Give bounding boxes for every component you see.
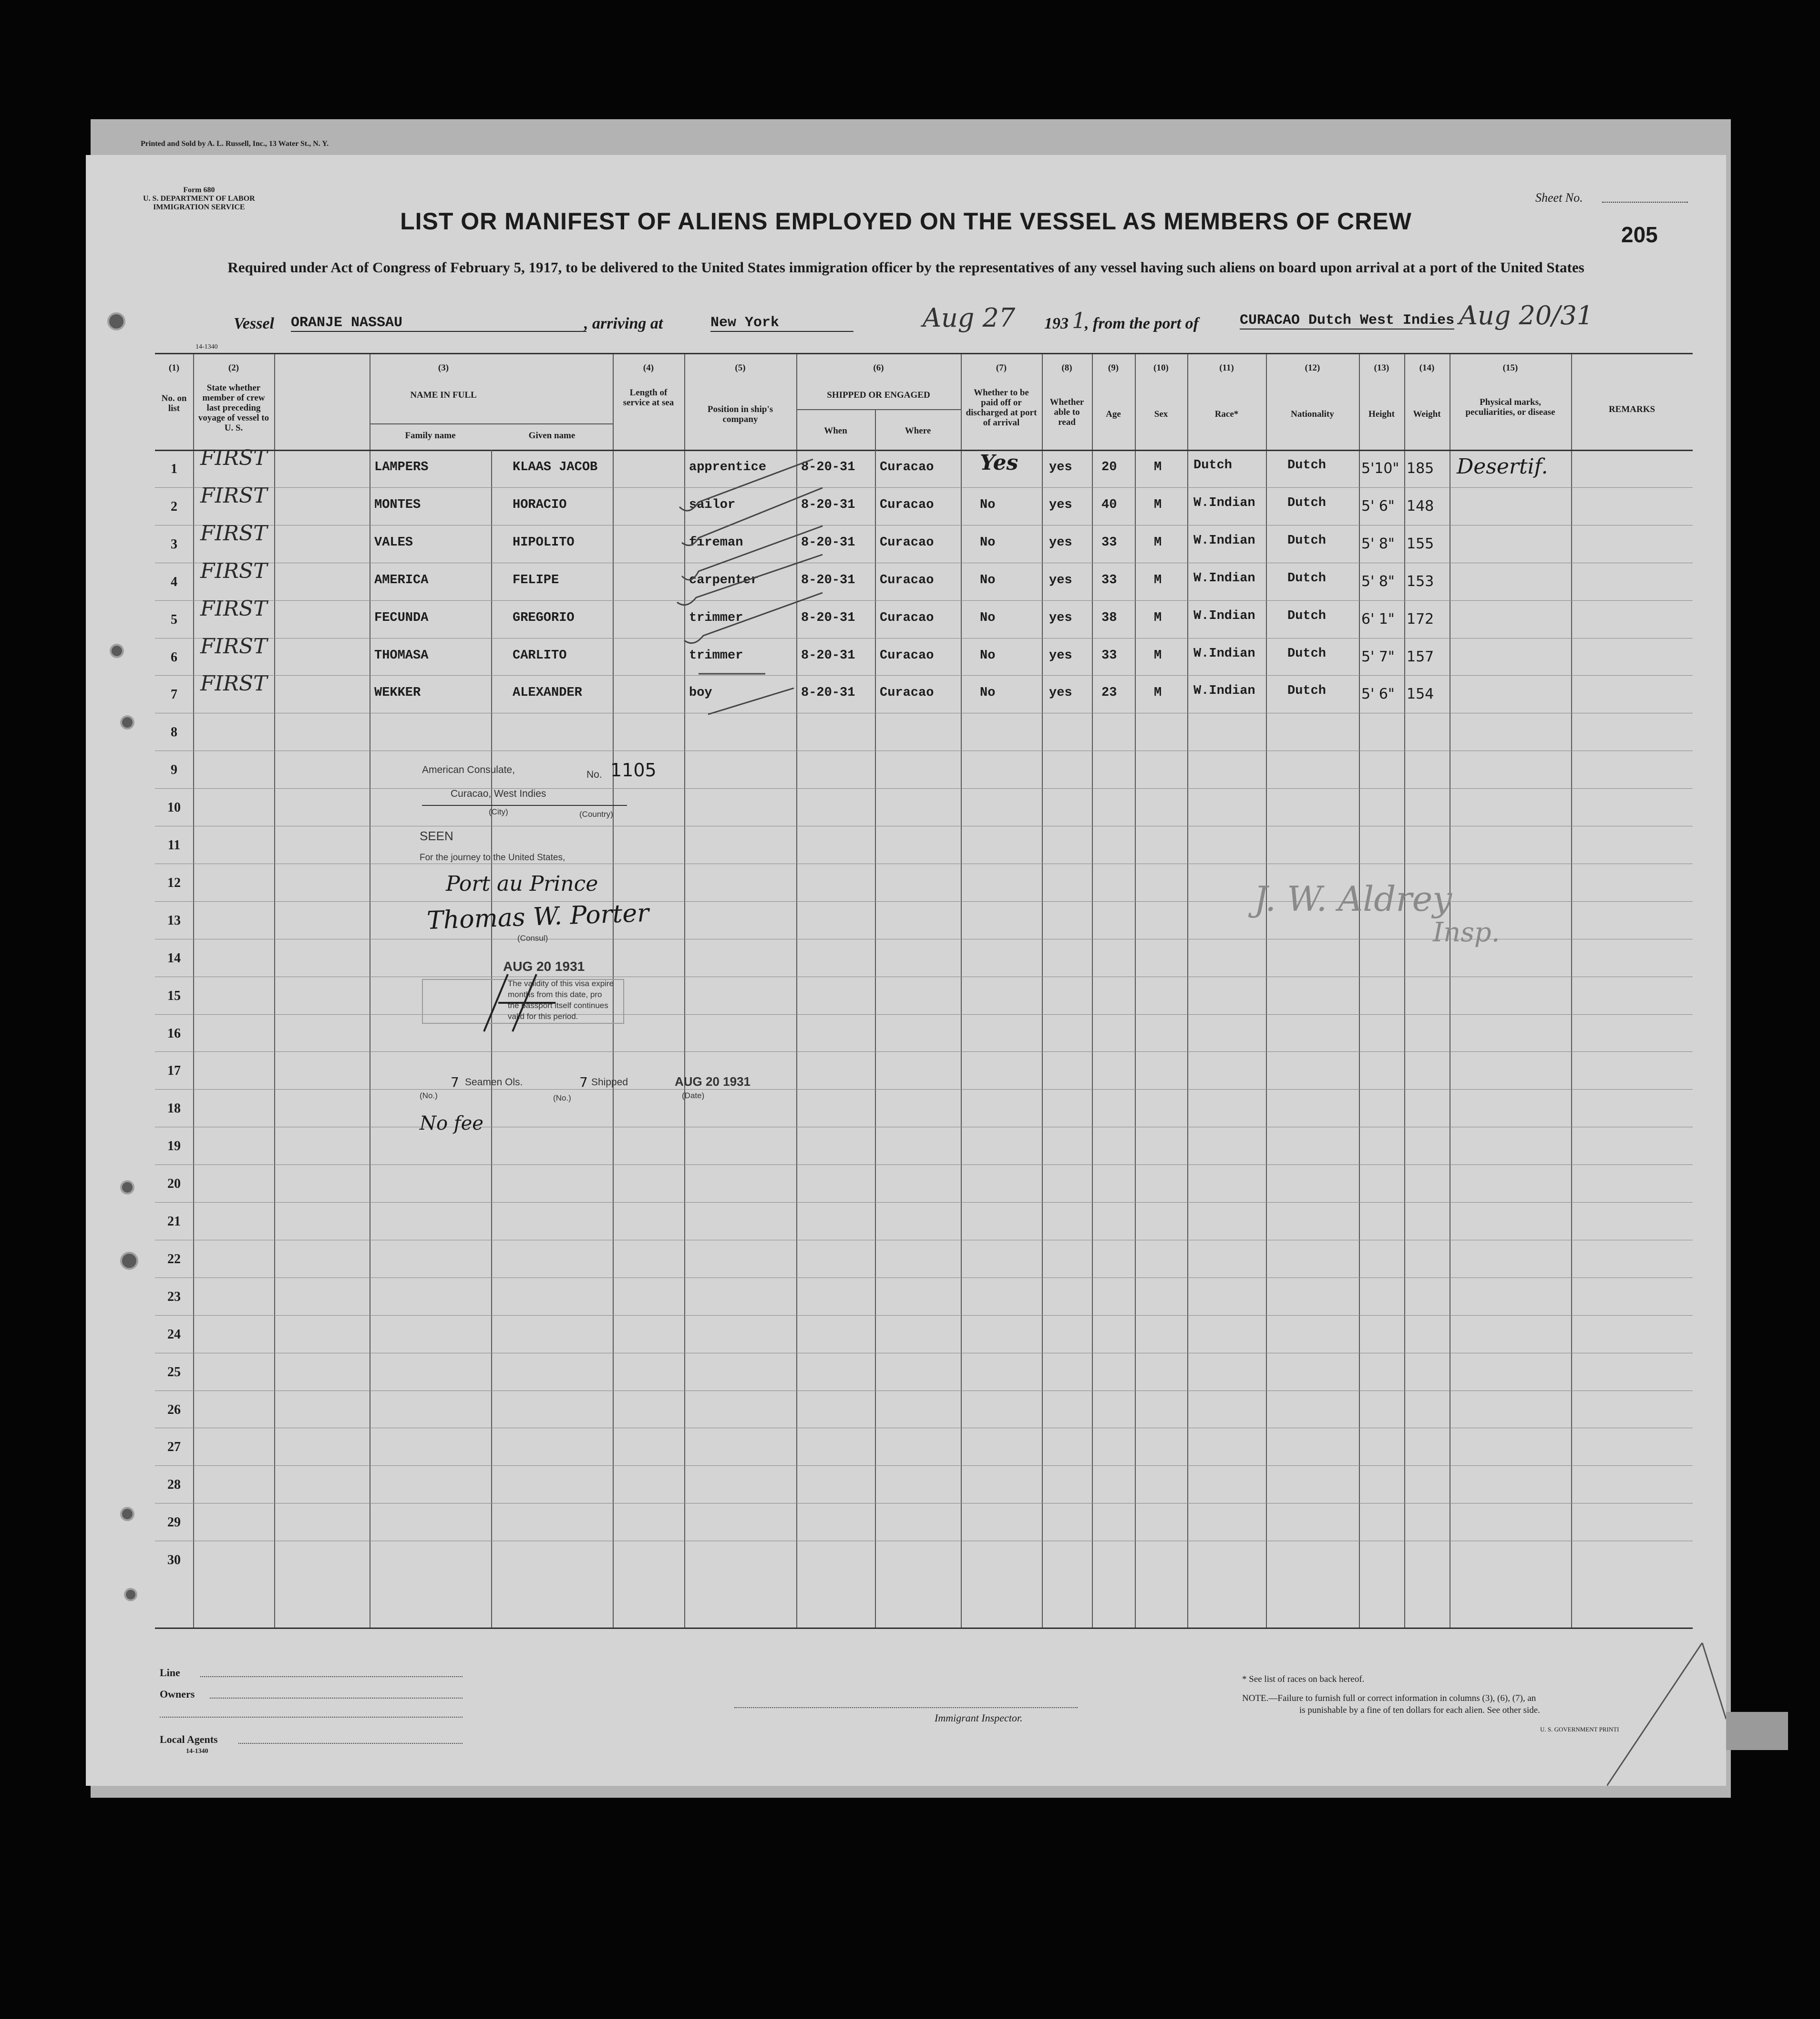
crew-position: trimmer xyxy=(689,610,743,625)
crew-family-name: MONTES xyxy=(374,497,421,512)
col-num-5: (5) xyxy=(735,363,746,373)
crew-shipped-where: Curacao xyxy=(880,535,934,550)
row-number: 6 xyxy=(171,649,177,665)
department-name: U. S. DEPARTMENT OF LABOR xyxy=(143,195,255,203)
crew-sex: M xyxy=(1154,573,1162,587)
crew-first-mark: FIRST xyxy=(200,483,267,508)
shipped-date-stamp: AUG 20 1931 xyxy=(675,1074,751,1089)
crew-age: 33 xyxy=(1101,535,1117,550)
row-number: 24 xyxy=(167,1327,181,1342)
shipped-subheader-rule xyxy=(796,409,961,410)
seamen-label: Seamen Ols. xyxy=(465,1077,523,1088)
row-number: 3 xyxy=(171,536,177,552)
crew-position: trimmer xyxy=(689,648,743,663)
crew-height: 5' 8" xyxy=(1361,535,1395,552)
crew-weight: 157 xyxy=(1407,648,1434,665)
crew-race: W.Indian xyxy=(1193,608,1255,623)
subheader-where: Where xyxy=(905,426,931,436)
row-rule xyxy=(155,901,1693,902)
col-header-remarks: REMARKS xyxy=(1608,404,1655,414)
row-number: 25 xyxy=(167,1364,181,1380)
row-rule xyxy=(155,1051,1693,1052)
departure-date-handwritten: Aug 20/31 xyxy=(1459,300,1594,330)
consulate-location-rule xyxy=(422,805,627,806)
owners-field xyxy=(210,1698,463,1699)
city-label: (City) xyxy=(489,807,508,816)
column-divider xyxy=(1404,354,1405,1628)
col-header-no: No. on list xyxy=(161,393,187,413)
crew-race: W.Indian xyxy=(1193,646,1255,661)
row-rule xyxy=(155,1315,1693,1316)
crew-given-name: HORACIO xyxy=(513,497,567,512)
crew-nationality: Dutch xyxy=(1287,608,1326,623)
header-bottom-rule xyxy=(155,450,1693,451)
crew-race: W.Indian xyxy=(1193,533,1255,548)
consulate-location: Curacao, West Indies xyxy=(451,788,546,799)
row-number: 5 xyxy=(171,612,177,627)
validity-text-2: months from this date, pro xyxy=(508,990,602,999)
row-number: 15 xyxy=(167,988,181,1003)
col-num-12: (12) xyxy=(1305,363,1320,373)
manifest-sheet xyxy=(86,140,1726,1786)
crew-first-mark: FIRST xyxy=(200,596,267,621)
row-number: 12 xyxy=(167,875,181,890)
crew-weight: 155 xyxy=(1407,535,1434,552)
row-rule xyxy=(155,675,1693,676)
crew-paid-off: No xyxy=(980,648,996,663)
crew-sex: M xyxy=(1154,686,1162,700)
row-number: 21 xyxy=(167,1214,181,1229)
column-divider xyxy=(875,450,876,1628)
crew-nationality: Dutch xyxy=(1287,684,1326,699)
document-subtitle: Required under Act of Congress of February 5, 1917, to be delivered to the United States immigration officer by the representatives of any vessel having such aliens on board upon arrival at a port of the United States xyxy=(227,259,1584,276)
col-num-7: (7) xyxy=(996,363,1007,373)
crew-paid-off: No xyxy=(980,686,996,700)
country-label: (Country) xyxy=(579,810,613,819)
crew-age: 20 xyxy=(1101,460,1117,474)
shipped-label: Shipped xyxy=(591,1077,628,1088)
crew-shipped-when: 8-20-31 xyxy=(801,610,855,625)
row-number: 29 xyxy=(167,1515,181,1530)
col-num-13: (13) xyxy=(1374,363,1389,373)
row-rule xyxy=(155,1089,1693,1090)
no-label-1: (No.) xyxy=(420,1091,438,1100)
inspector-signature: J. W. Aldrey xyxy=(1254,879,1452,919)
col-num-4: (4) xyxy=(643,363,654,373)
crew-sex: M xyxy=(1154,610,1162,625)
crew-shipped-when: 8-20-31 xyxy=(801,535,855,550)
crew-position: fireman xyxy=(689,535,743,550)
crew-paid-off: No xyxy=(980,535,996,550)
local-agents-label: Local Agents xyxy=(160,1733,218,1745)
crew-weight: 154 xyxy=(1407,686,1434,703)
crew-paid-off: Yes xyxy=(980,451,1018,475)
via-port-handwritten: Port au Prince xyxy=(446,872,598,896)
crew-nationality: Dutch xyxy=(1287,571,1326,586)
crew-height: 5' 8" xyxy=(1361,573,1395,590)
column-divider xyxy=(1092,354,1093,1628)
row-number: 7 xyxy=(171,687,177,702)
crew-sex: M xyxy=(1154,535,1162,550)
crew-sex: M xyxy=(1154,460,1162,474)
column-divider xyxy=(1187,354,1188,1628)
printer-credit: Printed and Sold by A. L. Russell, Inc., 13 Water St., N. Y. xyxy=(141,140,329,148)
crew-position: carpenter xyxy=(689,573,759,587)
crew-nationality: Dutch xyxy=(1287,458,1326,473)
row-rule xyxy=(155,788,1693,789)
col-header-race: Race* xyxy=(1214,409,1239,419)
arrival-date-handwritten: Aug 27 xyxy=(923,303,1016,333)
crew-shipped-where: Curacao xyxy=(880,460,934,474)
penalty-note: NOTE.—Failure to furnish full or correct information in columns (3), (6), (7), an xyxy=(1242,1693,1536,1703)
seamen-count: 7 xyxy=(451,1074,459,1090)
crew-first-mark: FIRST xyxy=(200,446,267,470)
arriving-label: , arriving at xyxy=(584,315,663,332)
journey-text: For the journey to the United States, xyxy=(420,853,566,863)
column-divider xyxy=(274,354,275,1628)
row-rule xyxy=(155,1202,1693,1203)
subheader-when: When xyxy=(824,426,847,436)
row-number: 27 xyxy=(167,1440,181,1455)
crew-physical-marks: Desertif. xyxy=(1457,454,1548,479)
row-number: 10 xyxy=(167,800,181,815)
subheader-given-name: Given name xyxy=(528,431,576,441)
row-number: 11 xyxy=(167,838,181,853)
crew-shipped-when: 8-20-31 xyxy=(801,648,855,663)
crew-height: 6' 1" xyxy=(1361,610,1395,628)
col-num-15: (15) xyxy=(1502,363,1518,373)
crew-position: sailor xyxy=(689,497,736,512)
no-label-2: (No.) xyxy=(553,1093,571,1102)
year-handwritten: 1 xyxy=(1072,308,1086,333)
from-port: CURACAO Dutch West Indies xyxy=(1240,312,1455,329)
crew-shipped-where: Curacao xyxy=(880,610,934,625)
crew-shipped-when: 8-20-31 xyxy=(801,497,855,512)
footer-form-code: 14-1340 xyxy=(186,1748,208,1755)
crew-paid-off: No xyxy=(980,497,996,512)
consul-label: (Consul) xyxy=(517,934,548,943)
owners-field-2 xyxy=(160,1717,463,1718)
crew-able-to-read: yes xyxy=(1049,497,1072,512)
row-number: 26 xyxy=(167,1402,181,1417)
crew-first-mark: FIRST xyxy=(200,558,267,583)
crew-height: 5' 7" xyxy=(1361,648,1395,665)
crew-race: W.Indian xyxy=(1193,571,1255,586)
row-rule xyxy=(155,1164,1693,1165)
crew-shipped-when: 8-20-31 xyxy=(801,460,855,474)
validity-pencil-mark xyxy=(479,969,565,1036)
crew-given-name: ALEXANDER xyxy=(513,686,582,700)
row-rule xyxy=(155,487,1693,488)
col-header-sex: Sex xyxy=(1154,409,1168,419)
subheader-family-name: Family name xyxy=(405,431,456,441)
local-agents-field xyxy=(238,1743,463,1744)
year-printed: 193 xyxy=(1044,315,1069,332)
document-title: LIST OR MANIFEST OF ALIENS EMPLOYED ON THE VESSEL AS MEMBERS OF CREW xyxy=(400,208,1412,235)
punch-hole xyxy=(124,1588,137,1601)
crew-age: 33 xyxy=(1101,648,1117,663)
row-number: 2 xyxy=(171,499,177,514)
crew-nationality: Dutch xyxy=(1287,495,1326,510)
consul-signature: Thomas W. Porter xyxy=(426,898,649,936)
col-num-1: (1) xyxy=(168,363,180,373)
punch-hole xyxy=(120,1180,134,1195)
row-rule xyxy=(155,1465,1693,1466)
crew-family-name: LAMPERS xyxy=(374,460,429,474)
col-num-3: (3) xyxy=(438,363,449,373)
row-rule xyxy=(155,1277,1693,1278)
visa-date-stamp: AUG 20 1931 xyxy=(503,959,585,974)
punch-hole xyxy=(120,715,134,730)
line-field xyxy=(200,1676,463,1677)
col-header-weight: Weight xyxy=(1413,409,1441,419)
crew-shipped-where: Curacao xyxy=(880,573,934,587)
col-num-9: (9) xyxy=(1108,363,1119,373)
crew-able-to-read: yes xyxy=(1049,535,1072,550)
pencil-check-marks xyxy=(670,450,842,717)
validity-text-3: the passport itself continues xyxy=(508,1001,608,1010)
crew-given-name: HIPOLITO xyxy=(513,535,575,550)
crew-given-name: FELIPE xyxy=(513,573,559,587)
sheet-number-line xyxy=(1602,202,1688,203)
crew-weight: 172 xyxy=(1407,610,1434,628)
row-number: 17 xyxy=(167,1063,181,1079)
column-divider xyxy=(1359,354,1360,1628)
form-code: 14-1340 xyxy=(195,343,218,350)
crew-able-to-read: yes xyxy=(1049,460,1072,474)
owners-label: Owners xyxy=(160,1688,195,1700)
col-header-paid-off: Whether to be paid off or discharged at port of arrival xyxy=(966,388,1037,428)
name-subheader-rule xyxy=(370,423,613,424)
crew-race: Dutch xyxy=(1193,458,1233,473)
crew-first-mark: FIRST xyxy=(200,634,267,659)
crew-sex: M xyxy=(1154,648,1162,663)
col-num-2: (2) xyxy=(228,363,239,373)
crew-family-name: FECUNDA xyxy=(374,610,429,625)
col-num-8: (8) xyxy=(1061,363,1072,373)
col-header-age: Age xyxy=(1106,409,1121,419)
crew-weight: 153 xyxy=(1407,573,1434,590)
crew-shipped-where: Curacao xyxy=(880,497,934,512)
gov-printing-credit: U. S. GOVERNMENT PRINTI xyxy=(1540,1726,1619,1733)
row-number: 19 xyxy=(167,1139,181,1154)
crew-shipped-where: Curacao xyxy=(880,648,934,663)
inspector-signature-title: Insp. xyxy=(1433,917,1500,948)
crew-height: 5'10" xyxy=(1361,460,1399,477)
col-header-position: Position in ship's company xyxy=(707,404,773,424)
row-number: 14 xyxy=(167,950,181,966)
column-divider xyxy=(193,354,194,1628)
crew-age: 40 xyxy=(1101,497,1117,512)
arriving-port: New York xyxy=(710,315,853,332)
col-num-11: (11) xyxy=(1219,363,1234,373)
shipped-count: 7 xyxy=(579,1074,588,1090)
crew-sex: M xyxy=(1154,497,1162,512)
visa-number: 1105 xyxy=(610,760,657,781)
crew-position: apprentice xyxy=(689,460,767,474)
column-divider xyxy=(1571,354,1572,1628)
from-port-label: , from the port of xyxy=(1085,315,1199,332)
line-label: Line xyxy=(160,1667,180,1679)
col-header-nationality: Nationality xyxy=(1291,409,1334,419)
vessel-name: ORANJE NASSAU xyxy=(291,315,586,332)
punch-hole xyxy=(120,1252,138,1270)
column-divider xyxy=(1135,354,1136,1628)
row-number: 20 xyxy=(167,1176,181,1192)
crew-shipped-when: 8-20-31 xyxy=(801,686,855,700)
row-number: 1 xyxy=(171,462,177,476)
crew-given-name: GREGORIO xyxy=(513,610,575,625)
corner-fold xyxy=(1607,1643,1726,1786)
row-number: 13 xyxy=(167,913,181,928)
row-number: 16 xyxy=(167,1026,181,1041)
crew-nationality: Dutch xyxy=(1287,533,1326,548)
inspector-label: Immigrant Inspector. xyxy=(935,1712,1023,1724)
col-header-length: Length of service at sea xyxy=(623,388,674,408)
crew-family-name: WEKKER xyxy=(374,686,421,700)
crew-weight: 185 xyxy=(1407,460,1434,477)
col-header-height: Height xyxy=(1368,409,1395,419)
row-number: 18 xyxy=(167,1101,181,1116)
penalty-note-cont: is punishable by a fine of ten dollars for each alien. See other side. xyxy=(1299,1705,1540,1715)
validity-text-4: valid for this period. xyxy=(508,1012,578,1021)
column-divider xyxy=(1266,354,1267,1628)
row-rule xyxy=(155,1503,1693,1504)
col-header-read: Whether able to read xyxy=(1049,397,1084,427)
validity-text-1: The validity of this visa expire xyxy=(508,979,614,988)
page-number: 205 xyxy=(1621,222,1658,247)
crew-able-to-read: yes xyxy=(1049,648,1072,663)
crew-shipped-where: Curacao xyxy=(880,686,934,700)
crew-height: 5' 6" xyxy=(1361,686,1395,703)
crew-age: 33 xyxy=(1101,573,1117,587)
row-rule xyxy=(155,638,1693,639)
form-number: Form 680 xyxy=(183,186,215,194)
fee-handwritten: No fee xyxy=(420,1113,483,1134)
col-header-shipped: SHIPPED OR ENGAGED xyxy=(827,390,930,400)
col-num-14: (14) xyxy=(1419,363,1435,373)
crew-able-to-read: yes xyxy=(1049,573,1072,587)
col-num-6: (6) xyxy=(873,363,884,373)
service-name: IMMIGRATION SERVICE xyxy=(153,203,245,211)
row-rule xyxy=(155,600,1693,601)
manifest-table xyxy=(155,353,1693,1629)
crew-family-name: THOMASA xyxy=(374,648,429,663)
crew-race: W.Indian xyxy=(1193,495,1255,510)
races-footnote: * See list of races on back hereof. xyxy=(1242,1674,1365,1684)
inspector-signature-line xyxy=(734,1707,1078,1708)
row-number: 4 xyxy=(171,574,177,589)
row-number: 22 xyxy=(167,1251,181,1267)
crew-shipped-when: 8-20-31 xyxy=(801,573,855,587)
crew-paid-off: No xyxy=(980,610,996,625)
crew-age: 38 xyxy=(1101,610,1117,625)
date-label: (Date) xyxy=(682,1091,705,1100)
column-divider xyxy=(491,450,492,1628)
row-number: 30 xyxy=(167,1553,181,1568)
crew-position: boy xyxy=(689,686,712,700)
row-number: 9 xyxy=(171,762,177,778)
punch-hole xyxy=(110,644,124,658)
crew-weight: 148 xyxy=(1407,497,1434,515)
consulate-stamp-line1: American Consulate, xyxy=(422,764,515,775)
crew-first-mark: FIRST xyxy=(200,671,267,696)
col-header-name: NAME IN FULL xyxy=(410,390,477,400)
crew-given-name: CARLITO xyxy=(513,648,567,663)
sheet-number-label: Sheet No. xyxy=(1535,191,1583,205)
crew-age: 23 xyxy=(1101,686,1117,700)
crew-height: 5' 6" xyxy=(1361,497,1395,515)
crew-paid-off: No xyxy=(980,573,996,587)
seen-label: SEEN xyxy=(420,829,453,843)
col-header-marks: Physical marks, peculiarities, or disease xyxy=(1465,397,1555,417)
col-num-10: (10) xyxy=(1153,363,1169,373)
crew-first-mark: FIRST xyxy=(200,521,267,546)
row-number: 8 xyxy=(171,725,177,740)
crew-given-name: KLAAS JACOB xyxy=(513,460,598,474)
crew-able-to-read: yes xyxy=(1049,610,1072,625)
col-header-state: State whether member of crew last preceding voyage of vessel to U. S. xyxy=(198,383,269,433)
crew-race: W.Indian xyxy=(1193,684,1255,699)
column-divider xyxy=(961,354,962,1628)
crew-family-name: AMERICA xyxy=(374,573,429,587)
punch-hole xyxy=(120,1507,134,1521)
vessel-label: Vessel xyxy=(234,315,274,332)
visa-no-label: No. xyxy=(586,769,602,780)
crew-nationality: Dutch xyxy=(1287,646,1326,661)
crew-family-name: VALES xyxy=(374,535,413,550)
column-divider xyxy=(1042,354,1043,1628)
punch-hole xyxy=(107,312,125,330)
row-number: 28 xyxy=(167,1477,181,1493)
row-number: 23 xyxy=(167,1289,181,1304)
row-rule xyxy=(155,1014,1693,1015)
crew-able-to-read: yes xyxy=(1049,686,1072,700)
